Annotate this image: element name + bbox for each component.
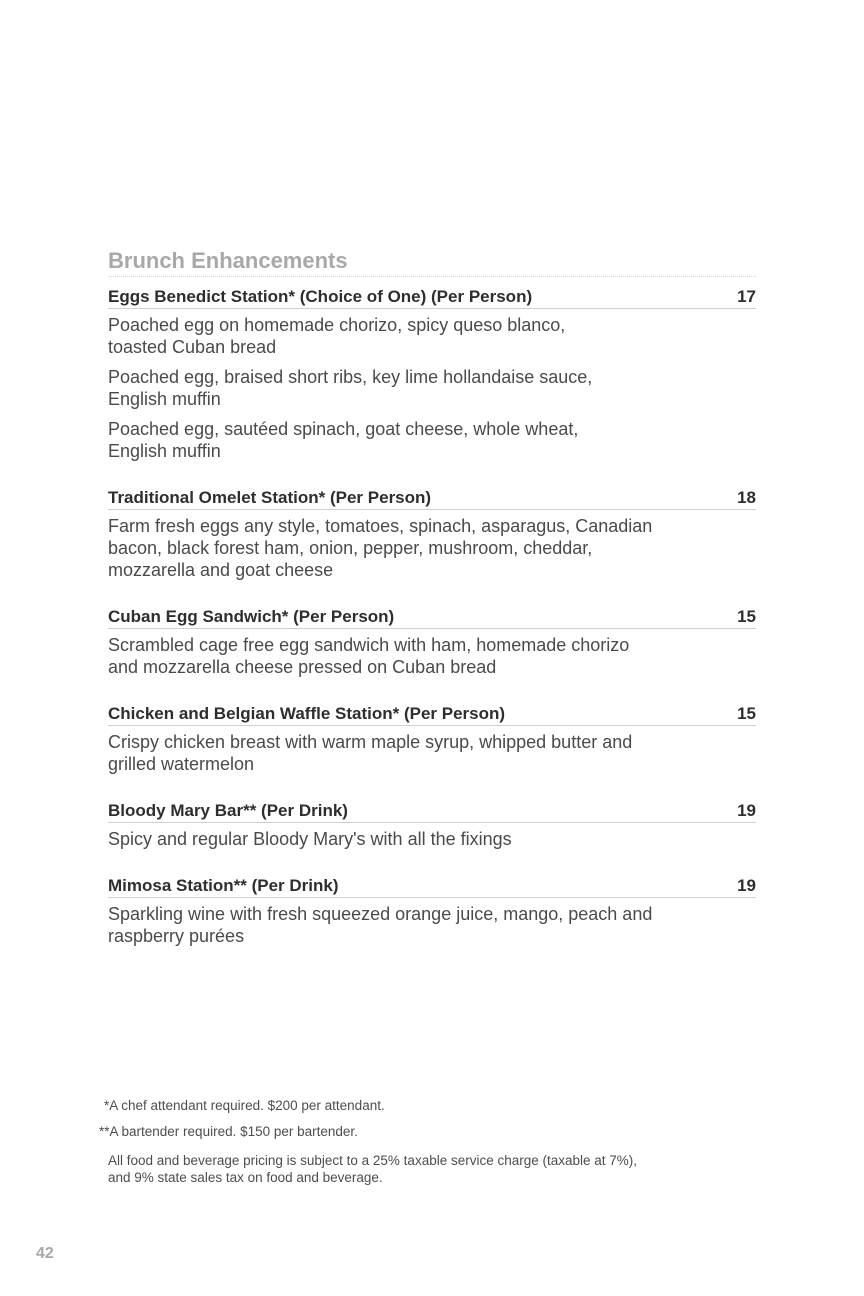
menu-item-description: Crispy chicken breast with warm maple syrup, whipped butter and grilled watermelon [108, 732, 633, 774]
menu-item-header [108, 801, 756, 823]
menu-item-name: Mimosa Station** (Per Drink) [108, 876, 339, 895]
menu-item-price: 15 [737, 704, 756, 723]
menu-item [108, 287, 756, 462]
menu-item-price: 19 [737, 876, 756, 895]
menu-item [108, 876, 756, 947]
menu-item-header [108, 607, 756, 629]
menu-item-description: Farm fresh eggs any style, tomatoes, spinach, asparagus, Canadian bacon, black forest ham, onion, pepper, mushroom, cheddar, mozzarella and goat cheese [108, 516, 653, 580]
menu-item-name: Traditional Omelet Station* (Per Person) [108, 488, 432, 507]
menu-item-price: 18 [737, 488, 756, 507]
menu-item-price: 15 [737, 607, 756, 626]
menu-item-description: Scrambled cage free egg sandwich with ham, homemade chorizo and mozzarella cheese pressed on Cuban bread [108, 635, 630, 677]
menu-item-header [108, 287, 756, 309]
menu-item-description: Poached egg, braised short ribs, key lime hollandaise sauce, English muffin [108, 367, 593, 409]
menu-item-header [108, 876, 756, 898]
menu-item-name: Cuban Egg Sandwich* (Per Person) [108, 607, 395, 626]
section-title: Brunch Enhancements [108, 248, 756, 277]
menu-item-price: 17 [737, 287, 756, 306]
menu-item [108, 488, 756, 581]
menu-item-description: Poached egg on homemade chorizo, spicy queso blanco, toasted Cuban bread [108, 315, 566, 357]
menu-item-name: Eggs Benedict Station* (Choice of One) (Per Person) [108, 287, 533, 306]
menu-item-description: Sparkling wine with fresh squeezed orange juice, mango, peach and raspberry purées [108, 904, 653, 946]
menu-item [108, 801, 756, 850]
menu-item [108, 607, 756, 678]
menu-item-name: Chicken and Belgian Waffle Station* (Per Person) [108, 704, 506, 723]
menu-content [108, 248, 756, 973]
footnotes [98, 1098, 778, 1186]
menu-item-name: Bloody Mary Bar** (Per Drink) [108, 801, 348, 820]
menu-item-description: Poached egg, sautéed spinach, goat cheese, whole wheat, English muffin [108, 419, 579, 461]
menu-item [108, 704, 756, 775]
pricing-footnote: All food and beverage pricing is subject to a 25% taxable service charge (taxable at 7%), and 9% state sales tax on food and beverage. [108, 1153, 638, 1185]
chef-footnote: *A chef attendant required. $200 per attendant. [104, 1098, 385, 1113]
menu-item-description: Spicy and regular Bloody Mary's with all the fixings [108, 829, 512, 849]
page-number: 42 [36, 1245, 54, 1262]
menu-item-header [108, 704, 756, 726]
menu-item-price: 19 [737, 801, 756, 820]
menu-item-header [108, 488, 756, 510]
bartender-footnote: **A bartender required. $150 per bartender. [99, 1124, 358, 1139]
